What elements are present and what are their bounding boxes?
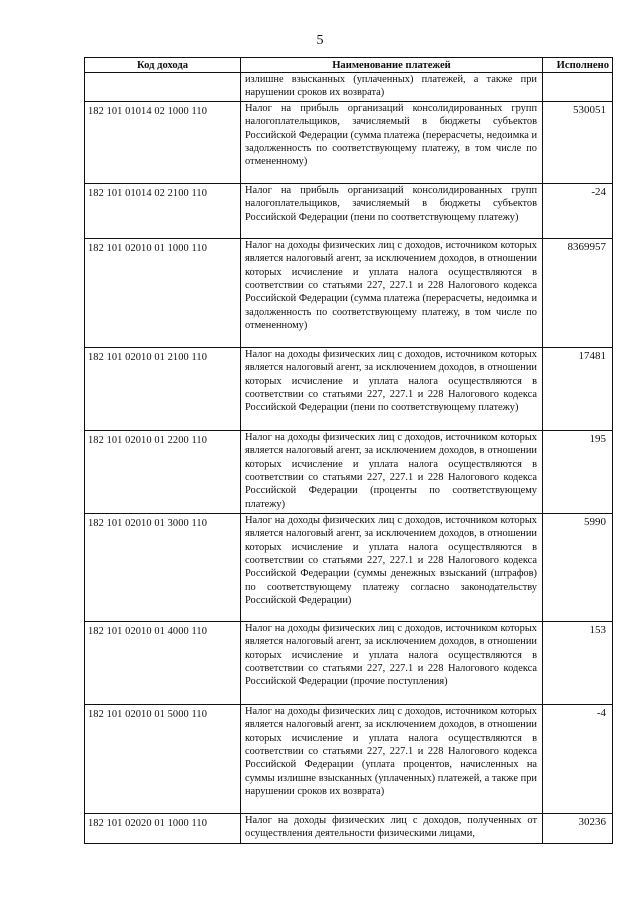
table-row — [85, 705, 613, 814]
row-amount: 8369957 — [543, 239, 613, 348]
table-row — [85, 514, 613, 622]
row-name: Налог на доходы физических лиц с доходов, источником которых является налоговый агент, за исключением доходов, в отношении которых исчисление и уплата налога осуществляются в соответствии со статьями 227, 227.1 и 228 Налогового кодекса Российской Федерации (сумма платежа (перерасчеты, недоимка и задолженность по соответствующему платежу, в том числе по отмененному) — [241, 239, 543, 348]
row-code — [85, 73, 241, 102]
row-amount: 17481 — [543, 348, 613, 431]
row-code: 182 101 02010 01 2100 110 — [85, 348, 241, 431]
table-row — [85, 102, 613, 184]
row-amount: -24 — [543, 184, 613, 239]
row-name: Налог на доходы физических лиц с доходов, источником которых является налоговый агент, за исключением доходов, в отношении которых исчисление и уплата налога осуществляются в соответствии со статьями 227, 227.1 и 228 Налогового кодекса Российской Федерации (проценты по соответствующему платежу) — [241, 431, 543, 514]
table-row — [85, 431, 613, 514]
table-header — [85, 58, 613, 73]
row-code: 182 101 01014 02 2100 110 — [85, 184, 241, 239]
row-amount — [543, 73, 613, 102]
header-code: Код дохода — [85, 58, 241, 73]
row-name: Налог на прибыль организаций консолидированных групп налогоплательщиков, зачисляемый в бюджеты субъектов Российской Федерации (пени по соответствующему платежу) — [241, 184, 543, 239]
header-name: Наименование платежей — [241, 58, 543, 73]
page-number: 5 — [316, 33, 324, 48]
table-row — [85, 184, 613, 239]
row-amount: 5990 — [543, 514, 613, 622]
table-row — [85, 73, 613, 102]
row-code: 182 101 02010 01 2200 110 — [85, 431, 241, 514]
row-name: Налог на доходы физических лиц с доходов, источником которых является налоговый агент, за исключением доходов, в отношении которых исчисление и уплата налога осуществляются в соответствии со статьями 227, 227.1 и 228 Налогового кодекса Российской Федерации (уплата процентов, начисленных на суммы излишне взысканных (уплаченных) платежей, а также при нарушении сроков их возврата) — [241, 705, 543, 814]
table-body — [85, 73, 613, 844]
row-code: 182 101 02010 01 4000 110 — [85, 622, 241, 705]
row-code: 182 101 02010 01 5000 110 — [85, 705, 241, 814]
row-name: Налог на доходы физических лиц с доходов, источником которых является налоговый агент, за исключением доходов, в отношении которых исчисление и уплата налога осуществляются в соответствии со статьями 227, 227.1 и 228 Налогового кодекса Российской Федерации (суммы денежных взысканий (штрафов) по соответствующему платежу согласно законодательству Российской Федерации) — [241, 514, 543, 622]
table-row — [85, 348, 613, 431]
row-amount: 195 — [543, 431, 613, 514]
table-row — [85, 239, 613, 348]
row-amount: 530051 — [543, 102, 613, 184]
row-amount: -4 — [543, 705, 613, 814]
revenue-table — [84, 57, 613, 844]
row-code: 182 101 01014 02 1000 110 — [85, 102, 241, 184]
header-amount: Исполнено — [543, 58, 613, 73]
row-name: Налог на доходы физических лиц с доходов, полученных от осуществления деятельности физическими лицами, — [241, 814, 543, 844]
row-name: Налог на прибыль организаций консолидированных групп налогоплательщиков, зачисляемый в бюджеты субъектов Российской Федерации (сумма платежа (перерасчеты, недоимка и задолженность по соответствующему платежу, в том числе по отмененному) — [241, 102, 543, 184]
row-code: 182 101 02010 01 3000 110 — [85, 514, 241, 622]
row-code: 182 101 02020 01 1000 110 — [85, 814, 241, 844]
row-code: 182 101 02010 01 1000 110 — [85, 239, 241, 348]
table-row — [85, 622, 613, 705]
row-name: Налог на доходы физических лиц с доходов, источником которых является налоговый агент, за исключением доходов, в отношении которых исчисление и уплата налога осуществляются в соответствии со статьями 227, 227.1 и 228 Налогового кодекса Российской Федерации (пени по соответствующему платежу) — [241, 348, 543, 431]
row-name: излишне взысканных (уплаченных) платежей, а также при нарушении сроков их возврата) — [241, 73, 543, 102]
row-amount: 153 — [543, 622, 613, 705]
header-row — [85, 58, 613, 73]
table-row — [85, 814, 613, 844]
row-amount: 30236 — [543, 814, 613, 844]
row-name: Налог на доходы физических лиц с доходов, источником которых является налоговый агент, за исключением доходов, в отношении которых исчисление и уплата налога осуществляются в соответствии со статьями 227, 227.1 и 228 Налогового кодекса Российской Федерации (прочие поступления) — [241, 622, 543, 705]
